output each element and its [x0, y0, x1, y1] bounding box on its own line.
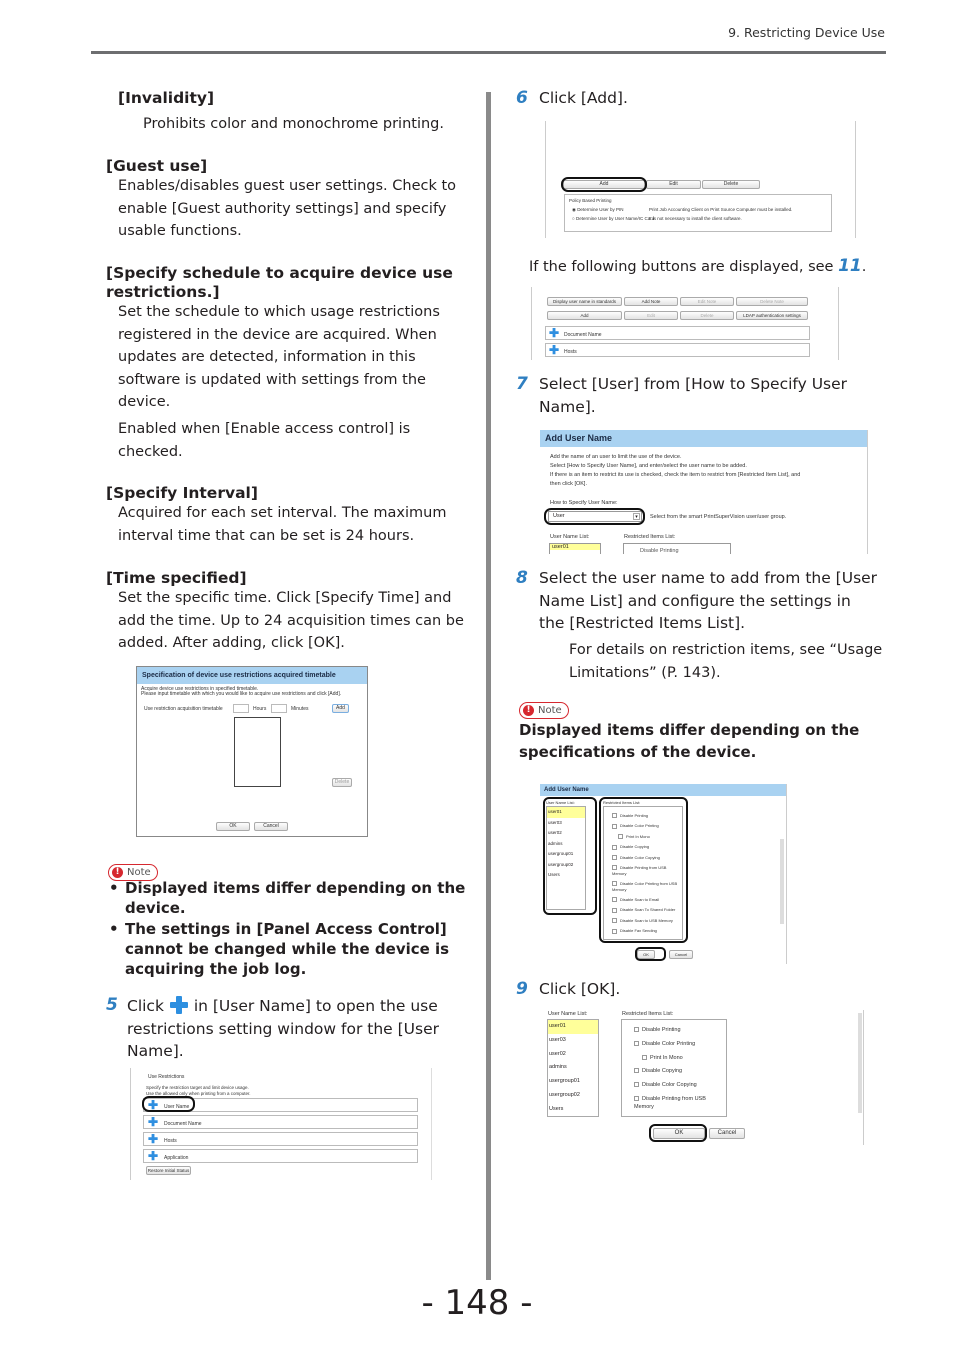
field-label: How to Specify User Name: [550, 500, 618, 506]
dialog-desc: Please input timetable with which you would like to acquire use restrictions and click [Add]. [141, 691, 342, 697]
item-label: Disable Fax Sending [620, 928, 657, 934]
text-line: checked. [118, 443, 183, 460]
restricted-list[interactable] [623, 543, 731, 554]
column-divider [486, 92, 491, 1280]
item-label: Print In Mono [626, 833, 650, 839]
time-specified-text [118, 587, 464, 655]
step-8-detail [569, 639, 882, 684]
scrollbar[interactable] [858, 1013, 862, 1113]
list-label: User Name List: [550, 534, 590, 540]
text-line: usable functions. [118, 223, 242, 239]
step-9-number: 9 [516, 979, 528, 999]
invalidity-heading: [Invalidity] [118, 89, 215, 107]
step-line: Select [User] from [How to Specify User [539, 375, 848, 393]
punctuation: . [861, 259, 867, 275]
edit-button[interactable]: Edit [646, 180, 701, 189]
minutes-label: Minutes [291, 706, 309, 712]
item-label: Disable Color Printing [642, 1040, 696, 1047]
list-item[interactable]: user01 [547, 807, 585, 818]
text-line: add the time. Up to 24 acquisition times can be [118, 612, 464, 629]
bullet-line: The settings in [Panel Access Control] [125, 920, 447, 938]
confirm-ok-screenshot [538, 1010, 864, 1145]
add-button[interactable]: Add [332, 704, 349, 713]
step-5-number: 5 [106, 995, 118, 1015]
select-value: User [553, 513, 565, 519]
item-label: Disable Scan To Shared Folder [620, 907, 676, 913]
ok-button[interactable]: OK [637, 950, 655, 959]
list-item[interactable]: user01 [548, 1020, 598, 1034]
timetable-list[interactable] [234, 717, 281, 787]
step-6-text: Click [Add]. [539, 89, 628, 107]
guest-use-heading: [Guest use] [106, 157, 208, 175]
note-label: Note [127, 867, 151, 878]
edit-button[interactable]: Edit [624, 311, 678, 320]
cancel-button[interactable]: Cancel [669, 950, 693, 959]
list-item[interactable]: admins [549, 1064, 567, 1071]
list-item[interactable]: usergroup01 [548, 851, 574, 856]
list-label: User Name List: [548, 1011, 588, 1017]
note-bullets [109, 878, 479, 979]
item-label: Disable Scan to Email [620, 897, 660, 903]
restricted-label: Restricted Items List: [622, 1011, 674, 1017]
header-rule [91, 51, 886, 54]
bullet-line: Displayed items differ depending on the [125, 879, 466, 897]
ok-button[interactable]: OK [653, 1128, 705, 1139]
item-label: Disable Printing [642, 1027, 681, 1033]
step-reference[interactable]: 11 [838, 256, 862, 276]
highlight-ring [649, 1124, 707, 1142]
row-label: Document Name [564, 332, 602, 338]
scrollbar[interactable] [780, 839, 784, 924]
dialog-desc: Add the name of an user to limit the use of the device. [550, 454, 682, 460]
delete-button[interactable]: Delete [332, 778, 352, 787]
add-button[interactable]: Add [563, 180, 645, 189]
text-line: enable [Guest authority settings] and specify [118, 200, 447, 217]
row-label: Application [164, 1155, 189, 1161]
timetable-dialog-screenshot [136, 666, 368, 837]
step-5-text [127, 995, 477, 1063]
restricted-label: Restricted Items List: [603, 800, 641, 805]
list-item[interactable]: user02 [548, 830, 562, 835]
delete-button[interactable]: Delete [702, 180, 760, 189]
bullet-line: device. [125, 899, 186, 917]
schedule-text [118, 301, 440, 414]
hours-label: Hours [253, 706, 267, 712]
list-item[interactable]: user03 [549, 1036, 566, 1043]
row-document-name[interactable] [545, 326, 810, 340]
delete-note-button[interactable]: Delete Note [736, 297, 808, 306]
step-8-text [539, 567, 877, 635]
select-hint: Select from the smart PrintSuperVision user/user group. [650, 514, 787, 520]
restriction-item[interactable] [634, 1065, 726, 1079]
text-line: Enables/disables guest user settings. Check to [118, 178, 457, 194]
add-note-button[interactable]: Add Note [624, 297, 678, 306]
time-specified-heading: [Time specified] [106, 569, 247, 587]
note-line: Displayed items differ depending on the [519, 721, 860, 739]
add-plus-icon[interactable]: ✚ [148, 1098, 159, 1112]
option-label: Determine User by User Name/IC Card [575, 216, 655, 221]
item-label: Disable Copying [642, 1068, 683, 1075]
warning-icon: ! [523, 705, 534, 716]
row-hosts[interactable] [143, 1132, 418, 1146]
schedule-text-2 [118, 418, 410, 463]
user-restrictions-screenshot [540, 784, 787, 964]
interval-text [118, 502, 446, 547]
step-text: Click [127, 997, 164, 1015]
restriction-item[interactable] [634, 1024, 726, 1038]
dialog-desc: If there is an item to restrict its use is checked, check the item to restrict from [Restricted Item List], and [550, 472, 801, 478]
add-plus-icon[interactable]: ✚ [549, 343, 560, 357]
screen-title: Use Restrictions [148, 1074, 185, 1080]
note-text [519, 719, 859, 763]
field-label: Use restriction acquisition timetable [144, 706, 223, 712]
text-line: Set the schedule to which usage restrictions [118, 304, 440, 320]
row-label: Hosts [164, 1138, 177, 1144]
text-line: registered in the device are acquired. When [118, 326, 437, 343]
highlight-ring [543, 797, 597, 915]
item-label: Disable Color Printing from USB Memory [612, 881, 678, 893]
option-desc: Print Job Accounting Client on Print Source Computer must be installed. [649, 207, 793, 212]
row-label: Hosts [564, 349, 577, 355]
text-line: interval time that can be set is 24 hours. [118, 527, 415, 544]
cancel-button[interactable]: Cancel [254, 822, 288, 831]
list-item[interactable]: user02 [549, 1050, 566, 1057]
row-application[interactable] [143, 1149, 418, 1163]
text-line: Set the specific time. Click [Specify Time] and [118, 590, 452, 606]
restriction-item[interactable] [634, 1095, 726, 1111]
minutes-input[interactable] [271, 704, 287, 713]
dialog-desc: Select [How to Specify User Name], and enter/select the user name to be added. [550, 463, 747, 469]
restricted-list[interactable] [621, 1019, 727, 1117]
option-label: Determine User by PIN [577, 207, 624, 212]
ok-button[interactable]: OK [216, 822, 250, 831]
restriction-item[interactable] [634, 1079, 726, 1093]
bullet-line: acquiring the job log. [125, 960, 307, 978]
note-line: specifications of the device. [519, 743, 757, 761]
step-6-number: 6 [516, 88, 528, 108]
extended-buttons-screenshot [531, 287, 839, 360]
group-label: Policy Based Printing [569, 198, 612, 203]
highlight-ring [635, 947, 666, 961]
warning-icon: ! [112, 867, 123, 878]
step-line: Name]. [539, 397, 596, 416]
list-item[interactable]: usergroup01 [549, 1078, 580, 1085]
text-line: Acquired for each set interval. The maximum [118, 505, 447, 521]
step-8-number: 8 [516, 568, 528, 588]
policy-group-box [564, 194, 832, 232]
item-label: Disable Copying [620, 844, 650, 850]
text-line: software is updated with settings from the [118, 371, 426, 388]
dialog-title: Add User Name [540, 784, 786, 796]
list-item[interactable]: Users [549, 1105, 564, 1112]
user-list[interactable] [549, 543, 601, 554]
schedule-heading [106, 264, 453, 302]
text-line: updates are detected, information in this [118, 349, 416, 365]
step-text: in [User Name] to open the use [193, 997, 438, 1015]
chapter-header: 9. Restricting Device Use [728, 25, 885, 40]
followup-sentence: If the following buttons are displayed, see [529, 259, 834, 275]
add-plus-icon[interactable]: ✚ [148, 1132, 159, 1146]
add-plus-icon[interactable]: ✚ [148, 1149, 159, 1163]
note-label: Note [538, 705, 562, 716]
highlight-ring [142, 1096, 195, 1112]
row-hosts[interactable] [545, 343, 810, 357]
add-user-name-screenshot [540, 430, 868, 554]
restriction-item[interactable] [634, 1052, 726, 1066]
step-line: Name]. [127, 1042, 184, 1060]
restricted-label: Restricted Items List: [624, 534, 676, 540]
interval-heading: [Specify Interval] [106, 484, 258, 502]
step-line: the [Restricted Items List]. [539, 614, 746, 632]
item-label: Disable Color Copying [642, 1082, 697, 1089]
display-user-button[interactable]: Display user name in standards [547, 297, 622, 306]
item-label: Disable Scan to USB Memory [620, 917, 673, 923]
highlight-ring [561, 177, 647, 192]
page-number: - 148 - [421, 1283, 533, 1323]
delete-button[interactable]: Delete [680, 311, 734, 320]
note-badge [519, 697, 569, 719]
step-7-text [539, 373, 847, 418]
ldap-settings-button[interactable]: LDAP authentication settings [736, 311, 808, 320]
add-plus-icon[interactable]: ✚ [148, 1115, 159, 1129]
step-line: Select the user name to add from the [User [539, 569, 878, 587]
option-username[interactable]: ○ Determine User by User Name/IC Card [572, 216, 655, 221]
user-list[interactable] [547, 1019, 599, 1117]
item-label: Disable Color Copying [620, 854, 660, 860]
note-bullet: • The settings in [Panel Access Control] cannot be changed while the device is acquiring the job log. [109, 919, 479, 979]
use-restrictions-screenshot [130, 1068, 432, 1180]
list-label: User Name List: [546, 800, 575, 805]
dialog-title: Add User Name [540, 430, 867, 447]
row-label: Document Name [164, 1121, 202, 1127]
list-item[interactable]: admins [548, 840, 563, 846]
dialog-desc: Acquire device use restrictions in specified timetable. [141, 686, 259, 692]
note-bullet: • Displayed items differ depending on the device. [109, 878, 479, 918]
item-label: Disable Printing from USB Memory [612, 865, 667, 877]
text-line: Enabled when [Enable access control] is [118, 421, 411, 437]
screen-desc: Specify the restriction target and limit device usage. [146, 1085, 249, 1090]
list-item[interactable]: Users [548, 872, 560, 877]
chevron-down-icon[interactable]: ▾ [633, 513, 640, 520]
followup-text [529, 256, 866, 277]
step-7-number: 7 [516, 374, 528, 394]
add-plus-icon [169, 995, 189, 1015]
highlight-ring [599, 797, 688, 943]
text-line: device. [118, 394, 171, 410]
list-item[interactable]: usergroup02 [548, 861, 574, 867]
highlight-ring [544, 508, 645, 525]
dialog-title: Specification of device use restrictions acquired timetable [137, 667, 367, 684]
list-item[interactable]: user01 [550, 544, 600, 550]
item-label: Disable Color Printing [620, 823, 659, 829]
row-document-name[interactable] [143, 1115, 418, 1129]
heading-line: restrictions.] [106, 283, 220, 301]
option-pin[interactable]: ◉ Determine User by PIN [572, 207, 624, 212]
bullet-line: cannot be changed while the device is [125, 940, 450, 958]
heading-line: [Specify schedule to acquire device use [106, 264, 453, 282]
cancel-button[interactable]: Cancel [709, 1128, 745, 1139]
row-label: User Name [164, 1104, 190, 1110]
add-plus-icon[interactable]: ✚ [549, 326, 560, 340]
detail-line: Limitations” (P. 143). [569, 664, 721, 681]
guest-use-text [118, 175, 456, 243]
option-desc: It is not necessary to install the client software. [649, 216, 742, 221]
step-9-text: Click [OK]. [539, 980, 621, 998]
list-item[interactable]: user03 [548, 819, 562, 825]
item-label: Print In Mono [650, 1054, 683, 1061]
invalidity-text: Prohibits color and monochrome printing. [143, 116, 444, 132]
restore-button[interactable]: Restore Initial Status [147, 1168, 190, 1173]
list-item[interactable]: usergroup02 [549, 1091, 580, 1098]
step-line: restrictions setting window for the [User [127, 1019, 439, 1038]
restriction-item[interactable] [634, 1038, 726, 1052]
item-label: Disable Printing from USB Memory [634, 1095, 706, 1110]
policy-printing-screenshot [545, 121, 856, 238]
screen-desc: Use the allowed only when printing from a computer. [146, 1091, 251, 1096]
edit-note-button[interactable]: Edit Note [680, 297, 734, 306]
dialog-desc: then click [OK]. [550, 481, 587, 487]
list-item[interactable]: Disable Printing [640, 548, 679, 554]
text-line: added. After adding, click [OK]. [118, 635, 345, 651]
add-button[interactable]: Add [547, 311, 622, 320]
step-line: Name List] and configure the settings in [539, 591, 851, 610]
detail-line: For details on restriction items, see “Usage [569, 642, 883, 658]
hours-input[interactable] [233, 704, 249, 713]
item-label: Disable Printing [620, 813, 649, 818]
